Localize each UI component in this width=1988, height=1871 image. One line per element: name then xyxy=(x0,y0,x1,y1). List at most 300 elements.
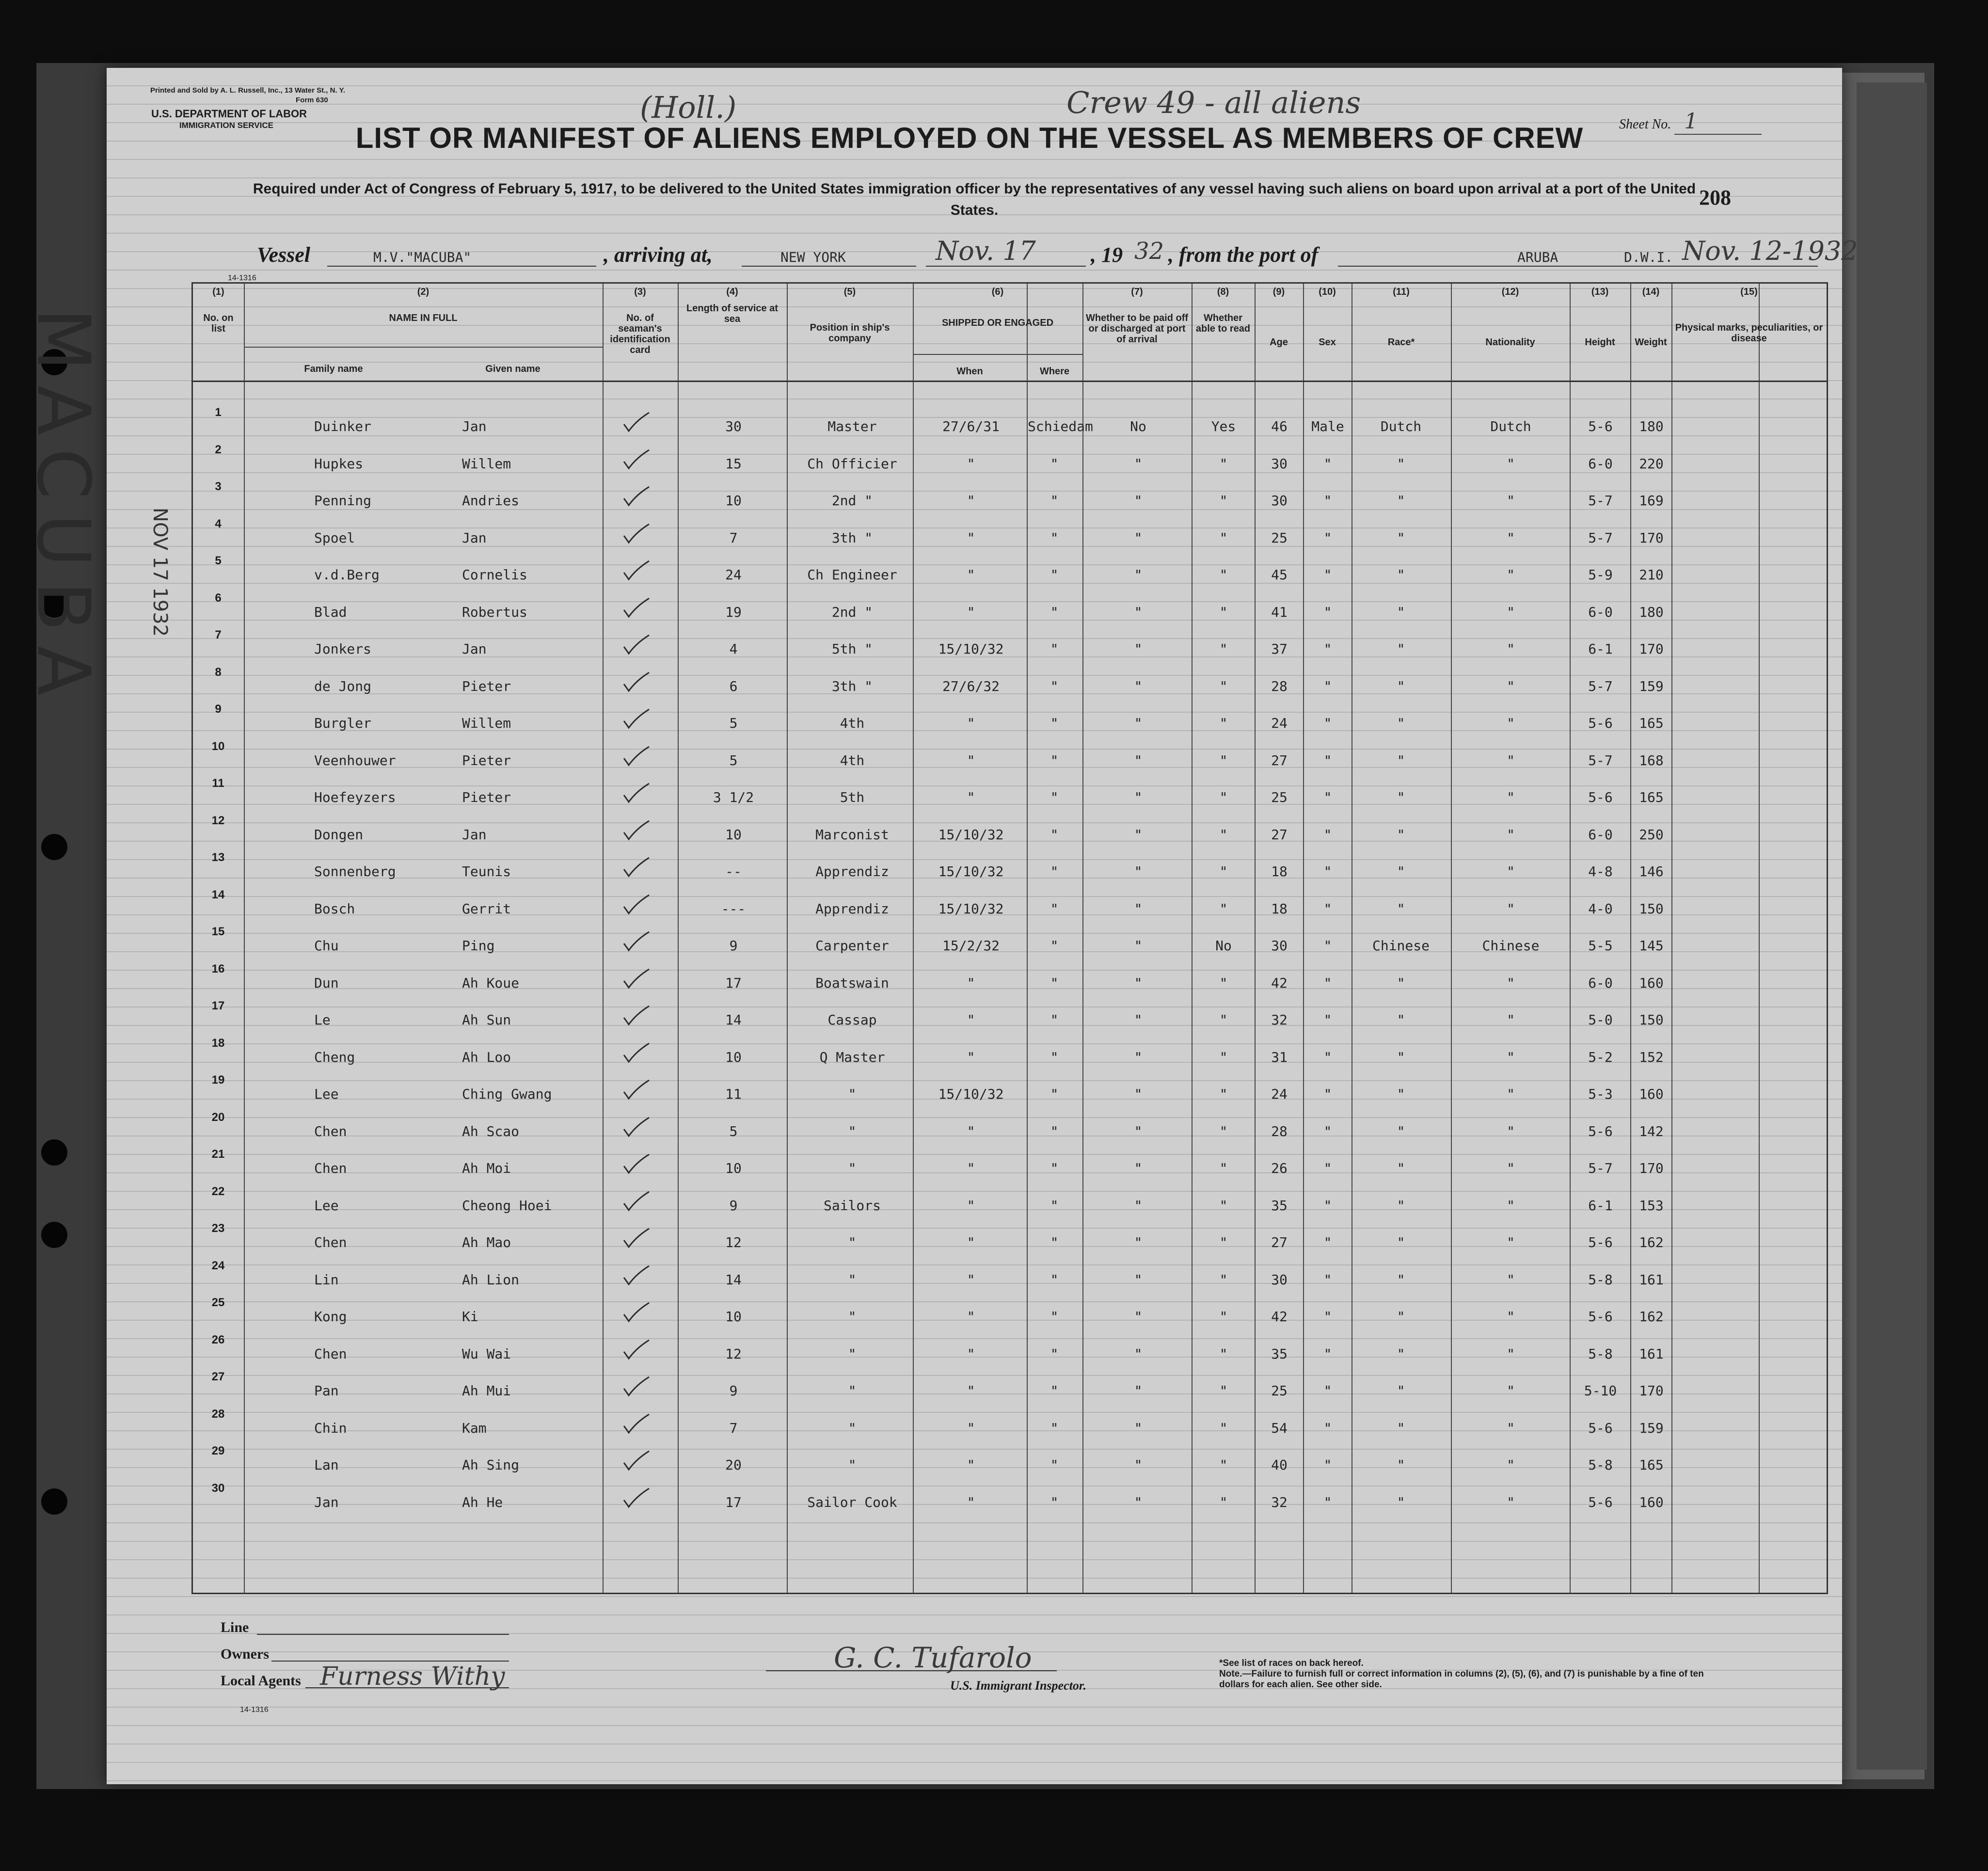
row-number: 24 xyxy=(211,1259,225,1272)
height-cell: 5-8 xyxy=(1588,1345,1613,1362)
col-marks-number: (15) xyxy=(1740,287,1758,297)
shipped-when-cell: " xyxy=(967,1420,975,1436)
row-number: 10 xyxy=(211,739,225,753)
col-read-header: Whether able to read xyxy=(1195,313,1251,334)
family-name-cell: Lee xyxy=(314,1086,339,1102)
nationality-cell: " xyxy=(1507,1049,1515,1065)
col-position-header: Position in ship's company xyxy=(810,322,890,344)
race-cell: " xyxy=(1397,529,1405,546)
height-cell: 5-6 xyxy=(1588,418,1613,434)
family-name-cell: Chen xyxy=(314,1160,347,1176)
service-length-cell: 9 xyxy=(729,938,738,954)
nationality-cell: " xyxy=(1507,1457,1515,1473)
given-name-header: Given name xyxy=(485,364,541,374)
race-cell: " xyxy=(1397,1197,1405,1214)
shipped-when-cell: 15/10/32 xyxy=(938,864,1004,880)
race-cell: " xyxy=(1397,789,1405,805)
age-cell: 25 xyxy=(1271,1383,1288,1399)
weight-cell: 160 xyxy=(1639,1086,1664,1102)
row-number: 22 xyxy=(211,1184,225,1198)
row-number: 30 xyxy=(211,1481,225,1495)
weight-cell: 146 xyxy=(1639,864,1664,880)
vessel-line xyxy=(257,236,1858,272)
row-number: 12 xyxy=(211,814,225,827)
sex-cell: " xyxy=(1323,1197,1332,1214)
col-shipped-header: SHIPPED OR ENGAGED xyxy=(941,318,1054,328)
sex-cell: " xyxy=(1323,1309,1332,1325)
col-id-card-number: (3) xyxy=(634,287,646,297)
family-name-cell: Jan xyxy=(314,1494,339,1510)
weight-cell: 180 xyxy=(1639,604,1664,620)
page-subtitle: Required under Act of Congress of February 5, 1917, to be delivered to the United States immigration officer by the representatives of any vessel having such aliens on board upon arrival at a port of the United States. xyxy=(253,181,1696,218)
column-divider xyxy=(1759,284,1760,1593)
col-weight-number: (14) xyxy=(1642,287,1660,297)
service-length-cell: 15 xyxy=(725,455,742,472)
checkmark-icon xyxy=(622,560,651,581)
col-paid-off-header: Whether to be paid off or discharged at port of arrival xyxy=(1085,313,1189,345)
shipped-where-cell: " xyxy=(1050,1457,1059,1473)
vessel-label: Vessel xyxy=(257,243,310,267)
shipped-when-cell: " xyxy=(967,1160,975,1176)
able-to-read-cell: " xyxy=(1219,1234,1228,1250)
position-cell: " xyxy=(848,1345,857,1362)
age-cell: 28 xyxy=(1271,1123,1288,1139)
service-length-cell: 7 xyxy=(729,1420,738,1436)
row-number: 18 xyxy=(211,1036,225,1050)
paid-off-cell: " xyxy=(1134,864,1143,880)
family-name-cell: Chin xyxy=(314,1420,347,1436)
paid-off-cell: " xyxy=(1134,1271,1143,1288)
race-cell: " xyxy=(1397,455,1405,472)
height-cell: 5-6 xyxy=(1588,1309,1613,1325)
row-number: 11 xyxy=(212,777,224,790)
sex-cell: " xyxy=(1323,1420,1332,1436)
col-name-header: NAME IN FULL xyxy=(389,313,458,323)
line-label: Line xyxy=(221,1619,249,1635)
nationality-cell: " xyxy=(1507,678,1515,694)
shipped-when-cell: 15/2/32 xyxy=(942,938,1000,954)
service-length-cell: 19 xyxy=(725,604,742,620)
position-cell: Sailors xyxy=(823,1197,881,1214)
paid-off-cell: " xyxy=(1134,641,1143,657)
checkmark-icon xyxy=(622,1450,651,1471)
paid-off-cell: " xyxy=(1134,1012,1143,1028)
shipped-where-cell: " xyxy=(1050,789,1059,805)
checkmark-icon xyxy=(622,1302,651,1323)
height-cell: 5-6 xyxy=(1588,1494,1613,1510)
age-cell: 25 xyxy=(1271,789,1288,805)
from-region: D.W.I. xyxy=(1624,249,1673,265)
owners-label: Owners xyxy=(221,1646,269,1662)
checkmark-icon xyxy=(622,1487,651,1509)
height-cell: 6-0 xyxy=(1588,975,1613,991)
age-cell: 45 xyxy=(1271,567,1288,583)
form-reference: Form 630 xyxy=(296,96,328,104)
position-cell: 5th xyxy=(840,789,865,805)
race-cell: " xyxy=(1397,641,1405,657)
col-paid-off-number: (7) xyxy=(1131,287,1143,297)
nationality-cell: " xyxy=(1507,789,1515,805)
given-name-cell: Ah Mui xyxy=(462,1383,511,1399)
row-number: 27 xyxy=(211,1370,225,1383)
nationality-cell: " xyxy=(1507,1160,1515,1176)
paid-off-cell: " xyxy=(1134,1197,1143,1214)
able-to-read-cell: " xyxy=(1219,1086,1228,1102)
row-number: 1 xyxy=(215,406,222,419)
family-name-cell: Jonkers xyxy=(314,641,372,657)
shipped-where-cell: " xyxy=(1050,1271,1059,1288)
given-name-cell: Teunis xyxy=(462,864,511,880)
height-cell: 5-7 xyxy=(1588,678,1613,694)
checkmark-icon xyxy=(622,1191,651,1212)
service-length-cell: 24 xyxy=(725,567,742,583)
age-cell: 40 xyxy=(1271,1457,1288,1473)
sex-cell: " xyxy=(1323,493,1332,509)
position-cell: " xyxy=(848,1420,857,1436)
given-name-cell: Andries xyxy=(462,493,520,509)
vessel-name: M.V."MACUBA" xyxy=(373,249,472,265)
col-race-number: (11) xyxy=(1393,287,1410,297)
service-length-cell: 9 xyxy=(729,1383,738,1399)
checkmark-icon xyxy=(622,486,651,507)
row-number: 9 xyxy=(215,703,222,716)
nationality-cell: Chinese xyxy=(1482,938,1540,954)
race-cell: " xyxy=(1397,715,1405,731)
nationality-cell: " xyxy=(1507,715,1515,731)
departure-date: Nov. 12-1932 xyxy=(1682,236,1858,266)
arriving-port: NEW YORK xyxy=(780,249,846,265)
height-cell: 5-7 xyxy=(1588,752,1613,768)
row-number: 28 xyxy=(211,1407,225,1421)
service-length-cell: 17 xyxy=(725,1494,742,1510)
paid-off-cell: " xyxy=(1134,455,1143,472)
age-cell: 24 xyxy=(1271,715,1288,731)
nationality-cell: " xyxy=(1507,1494,1515,1510)
row-number: 19 xyxy=(211,1073,225,1087)
col-id-card-header: No. of seaman's identification card xyxy=(610,313,670,355)
age-cell: 27 xyxy=(1271,752,1288,768)
shipped-where-cell: " xyxy=(1050,493,1059,509)
footnote-races: *See list of races on back hereof. xyxy=(1219,1658,1364,1668)
name-subheader-line xyxy=(244,347,603,348)
sex-cell: " xyxy=(1323,864,1332,880)
position-cell: Apprendiz xyxy=(815,900,889,917)
weight-cell: 161 xyxy=(1639,1271,1664,1288)
height-cell: 5-6 xyxy=(1588,789,1613,805)
family-name-cell: Duinker xyxy=(314,418,372,434)
col-no-header: No. on list xyxy=(203,313,234,334)
weight-cell: 250 xyxy=(1639,826,1664,843)
age-cell: 42 xyxy=(1271,1309,1288,1325)
checkmark-icon xyxy=(622,1042,651,1064)
weight-cell: 142 xyxy=(1639,1123,1664,1139)
footnote xyxy=(1219,1658,1704,1690)
sex-cell: " xyxy=(1323,900,1332,917)
checkmark-icon xyxy=(622,1117,651,1138)
able-to-read-cell: Yes xyxy=(1211,418,1236,434)
shipped-where-cell: " xyxy=(1050,529,1059,546)
form-number-top: 14-1316 xyxy=(228,274,256,282)
nationality-cell: " xyxy=(1507,641,1515,657)
given-name-cell: Gerrit xyxy=(462,900,511,917)
checkmark-icon xyxy=(622,634,651,656)
weight-cell: 159 xyxy=(1639,1420,1664,1436)
service-length-cell: 10 xyxy=(725,826,742,843)
height-cell: 6-0 xyxy=(1588,604,1613,620)
shipped-where-cell: " xyxy=(1050,826,1059,843)
paid-off-cell: " xyxy=(1134,1494,1143,1510)
shipped-when-cell: " xyxy=(967,529,975,546)
weight-cell: 153 xyxy=(1639,1197,1664,1214)
shipped-when-cell: " xyxy=(967,604,975,620)
height-cell: 5-0 xyxy=(1588,1012,1613,1028)
able-to-read-cell: " xyxy=(1219,529,1228,546)
given-name-cell: Jan xyxy=(462,418,487,434)
given-name-cell: Kam xyxy=(462,1420,487,1436)
age-cell: 30 xyxy=(1271,455,1288,472)
weight-cell: 210 xyxy=(1639,567,1664,583)
family-name-cell: Lin xyxy=(314,1271,339,1288)
weight-cell: 170 xyxy=(1639,1383,1664,1399)
arrival-date: Nov. 17 xyxy=(936,236,1036,266)
position-cell: " xyxy=(848,1234,857,1250)
height-cell: 5-6 xyxy=(1588,1234,1613,1250)
shipped-where-cell: " xyxy=(1050,1309,1059,1325)
service-length-cell: 30 xyxy=(725,418,742,434)
height-cell: 6-1 xyxy=(1588,1197,1613,1214)
service-length-cell: 12 xyxy=(725,1234,742,1250)
weight-cell: 180 xyxy=(1639,418,1664,434)
sex-cell: " xyxy=(1323,1457,1332,1473)
weight-cell: 159 xyxy=(1639,678,1664,694)
position-cell: " xyxy=(848,1309,857,1325)
height-cell: 5-7 xyxy=(1588,1160,1613,1176)
service-length-cell: 10 xyxy=(725,1049,742,1065)
col-age-number: (9) xyxy=(1272,287,1285,297)
sheet-number-value: 1 xyxy=(1684,109,1698,134)
page-number: 208 xyxy=(1699,186,1731,209)
sex-cell: " xyxy=(1323,938,1332,954)
position-cell: Q Master xyxy=(819,1049,885,1065)
race-cell: " xyxy=(1397,1049,1405,1065)
shipped-when-cell: " xyxy=(967,1457,975,1473)
position-cell: " xyxy=(848,1457,857,1473)
checkmark-icon xyxy=(622,523,651,544)
weight-cell: 162 xyxy=(1639,1309,1664,1325)
able-to-read-cell: " xyxy=(1219,789,1228,805)
nationality-cell: " xyxy=(1507,455,1515,472)
shipped-when-cell: " xyxy=(967,1271,975,1288)
col-age-header: Age xyxy=(1270,337,1288,348)
sex-cell: " xyxy=(1323,715,1332,731)
paid-off-cell: " xyxy=(1134,715,1143,731)
checkmark-icon xyxy=(622,1005,651,1026)
family-name-cell: Veenhouwer xyxy=(314,752,396,768)
sex-cell: " xyxy=(1323,975,1332,991)
weight-cell: 165 xyxy=(1639,1457,1664,1473)
position-cell: Carpenter xyxy=(815,938,889,954)
height-cell: 6-0 xyxy=(1588,455,1613,472)
col-height-header: Height xyxy=(1585,337,1615,348)
row-number: 2 xyxy=(215,443,222,456)
col-marks-header: Physical marks, peculiarities, or disease xyxy=(1675,322,1823,344)
paid-off-cell: " xyxy=(1134,1345,1143,1362)
position-cell: " xyxy=(848,1123,857,1139)
sex-cell: " xyxy=(1323,1271,1332,1288)
signature-line xyxy=(766,1670,1057,1671)
able-to-read-cell: " xyxy=(1219,1457,1228,1473)
sex-cell: " xyxy=(1323,1086,1332,1102)
shipped-when-cell: " xyxy=(967,567,975,583)
position-cell: " xyxy=(848,1383,857,1399)
race-cell: " xyxy=(1397,604,1405,620)
able-to-read-cell: " xyxy=(1219,1309,1228,1325)
row-number: 29 xyxy=(211,1444,225,1457)
shipped-when-cell: " xyxy=(967,1383,975,1399)
sex-cell: " xyxy=(1323,567,1332,583)
shipped-when-cell: " xyxy=(967,1123,975,1139)
nationality-cell: " xyxy=(1507,567,1515,583)
sex-cell: " xyxy=(1323,604,1332,620)
checkmark-icon xyxy=(622,1265,651,1286)
weight-cell: 152 xyxy=(1639,1049,1664,1065)
shipped-when-cell: 15/10/32 xyxy=(938,1086,1004,1102)
able-to-read-cell: " xyxy=(1219,752,1228,768)
paid-off-cell: " xyxy=(1134,975,1143,991)
sex-cell: " xyxy=(1323,1160,1332,1176)
local-agents-value: Furness Withy xyxy=(320,1662,505,1691)
age-cell: 30 xyxy=(1271,1271,1288,1288)
race-cell: " xyxy=(1397,1309,1405,1325)
race-cell: " xyxy=(1397,1012,1405,1028)
race-cell: " xyxy=(1397,1457,1405,1473)
paid-off-cell: " xyxy=(1134,493,1143,509)
nationality-cell: " xyxy=(1507,975,1515,991)
sex-cell: " xyxy=(1323,678,1332,694)
col-nationality-header: Nationality xyxy=(1485,337,1535,348)
service-length-cell: 14 xyxy=(725,1012,742,1028)
given-name-cell: Ah Koue xyxy=(462,975,520,991)
given-name-cell: Ah Scao xyxy=(462,1123,520,1139)
age-cell: 35 xyxy=(1271,1197,1288,1214)
nationality-cell: " xyxy=(1507,1012,1515,1028)
able-to-read-cell: " xyxy=(1219,1345,1228,1362)
weight-cell: 165 xyxy=(1639,789,1664,805)
age-cell: 37 xyxy=(1271,641,1288,657)
position-cell: Cassap xyxy=(827,1012,877,1028)
service-length-cell: 20 xyxy=(725,1457,742,1473)
able-to-read-cell: " xyxy=(1219,1197,1228,1214)
checkmark-icon xyxy=(622,708,651,730)
col-race-header: Race* xyxy=(1387,337,1415,348)
shipped-when-cell: " xyxy=(967,1494,975,1510)
age-cell: 27 xyxy=(1271,826,1288,843)
paid-off-cell: " xyxy=(1134,1420,1143,1436)
service-length-cell: 4 xyxy=(729,641,738,657)
paid-off-cell: " xyxy=(1134,1383,1143,1399)
shipped-where-cell: " xyxy=(1050,1160,1059,1176)
paid-off-cell: " xyxy=(1134,678,1143,694)
shipped-when-cell: " xyxy=(967,1197,975,1214)
shipped-where-cell: " xyxy=(1050,975,1059,991)
handwritten-holl: (Holl.) xyxy=(640,90,737,125)
weight-cell: 150 xyxy=(1639,900,1664,917)
family-name-cell: Chen xyxy=(314,1345,347,1362)
service-length-cell: 11 xyxy=(725,1086,742,1102)
paid-off-cell: " xyxy=(1134,1123,1143,1139)
service-length-cell: 7 xyxy=(729,529,738,546)
given-name-cell: Jan xyxy=(462,826,487,843)
nationality-cell: Dutch xyxy=(1490,418,1531,434)
binder-hole xyxy=(41,1222,67,1248)
age-cell: 24 xyxy=(1271,1086,1288,1102)
shipped-when-cell: " xyxy=(967,752,975,768)
able-to-read-cell: " xyxy=(1219,493,1228,509)
weight-cell: 161 xyxy=(1639,1345,1664,1362)
position-cell: Ch Officier xyxy=(807,455,897,472)
from-port: ARUBA xyxy=(1517,249,1559,265)
height-cell: 5-7 xyxy=(1588,529,1613,546)
given-name-cell: Ping xyxy=(462,938,495,954)
paid-off-cell: No xyxy=(1130,418,1146,434)
nationality-cell: " xyxy=(1507,826,1515,843)
shipped-where-cell: " xyxy=(1050,900,1059,917)
service-length-cell: 10 xyxy=(725,1309,742,1325)
checkmark-icon xyxy=(622,597,651,619)
family-name-cell: Hupkes xyxy=(314,455,364,472)
service-length-cell: 5 xyxy=(729,1123,738,1139)
position-cell: " xyxy=(848,1271,857,1288)
service-length-cell: 3 1/2 xyxy=(713,789,754,805)
row-number: 5 xyxy=(215,554,222,567)
sheet-label: Sheet No. xyxy=(1619,117,1671,132)
position-cell: 5th " xyxy=(831,641,873,657)
age-cell: 42 xyxy=(1271,975,1288,991)
race-cell: " xyxy=(1397,1234,1405,1250)
able-to-read-cell: " xyxy=(1219,900,1228,917)
weight-cell: 220 xyxy=(1639,455,1664,472)
race-cell: Chinese xyxy=(1372,938,1430,954)
arriving-label: , arriving at, xyxy=(604,243,713,267)
sex-cell: " xyxy=(1323,789,1332,805)
column-divider xyxy=(1671,284,1672,1593)
service-length-cell: --- xyxy=(721,900,746,917)
height-cell: 5-3 xyxy=(1588,1086,1613,1102)
race-cell: " xyxy=(1397,900,1405,917)
sex-cell: " xyxy=(1323,641,1332,657)
footnote-penalty: Note.—Failure to furnish full or correct information in columns (2), (5), (6), and (7) is punishable by a fine of ten dollars for each alien. See other side. xyxy=(1219,1669,1704,1690)
sex-cell: " xyxy=(1323,1383,1332,1399)
service-length-cell: 12 xyxy=(725,1345,742,1362)
given-name-cell: Cheong Hoei xyxy=(462,1197,552,1214)
given-name-cell: Cornelis xyxy=(462,567,527,583)
shipped-when-cell: " xyxy=(967,1345,975,1362)
given-name-cell: Ah Moi xyxy=(462,1160,511,1176)
shipped-where-cell: Schiedam xyxy=(1028,418,1093,434)
family-name-cell: Spoel xyxy=(314,529,355,546)
shipped-when-cell: 27/6/32 xyxy=(942,678,1000,694)
able-to-read-cell: No xyxy=(1215,938,1232,954)
able-to-read-cell: " xyxy=(1219,604,1228,620)
height-cell: 5-8 xyxy=(1588,1457,1613,1473)
given-name-cell: Robertus xyxy=(462,604,527,620)
height-cell: 5-6 xyxy=(1588,715,1613,731)
family-name-cell: Hoefeyzers xyxy=(314,789,396,805)
age-cell: 18 xyxy=(1271,900,1288,917)
shipped-when-cell: " xyxy=(967,1309,975,1325)
arrival-year: 32 xyxy=(1134,238,1164,265)
sex-cell: " xyxy=(1323,1494,1332,1510)
